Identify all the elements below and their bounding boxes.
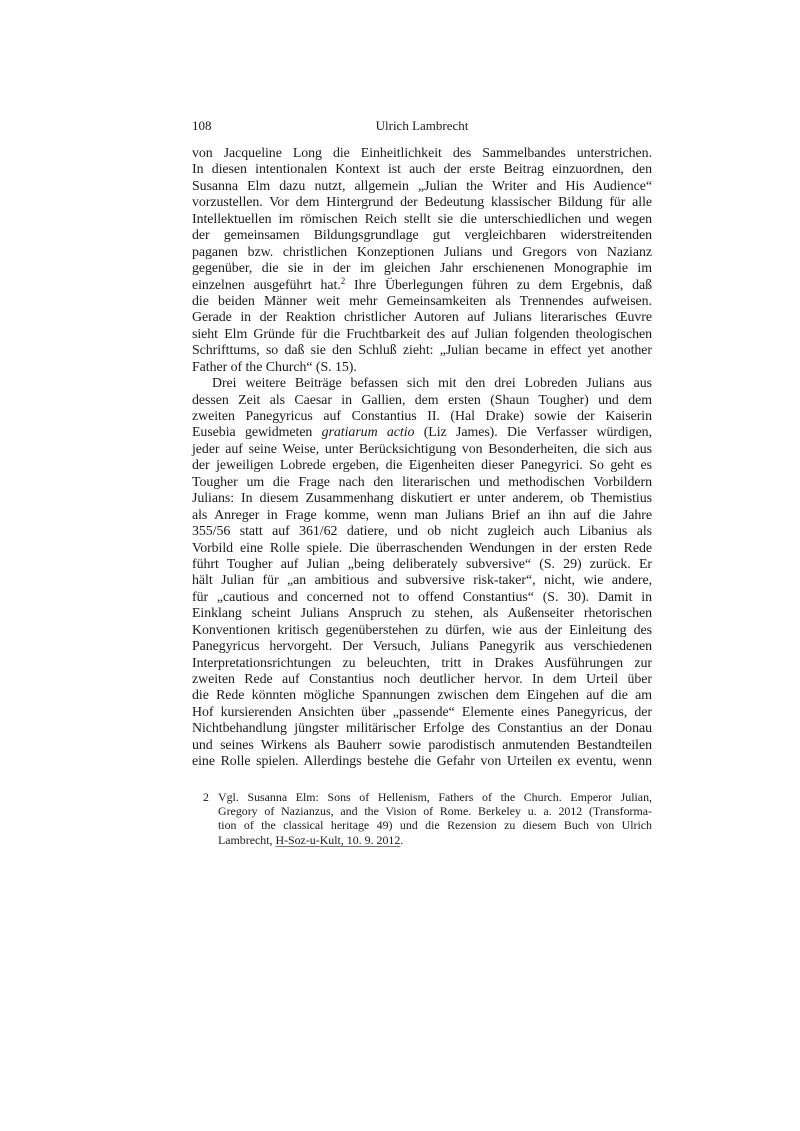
footnote-2 xyxy=(192,790,652,847)
footnote-line: tion of the classical heritage 49) und die Rezension zu diesem Buch von Ulrich xyxy=(218,818,652,833)
footnote-body xyxy=(218,790,652,847)
footnote-reference[interactable]: 2 xyxy=(340,275,346,286)
text-line: Drei weitere Beiträge befassen sich mit den drei Lobreden Julians aus xyxy=(212,376,652,392)
text-line: Interpretationsrichtungen zu beleuchten, tritt in Drakes Ausführungen zur xyxy=(192,655,652,671)
footnote-line: Vgl. Susanna Elm: Sons of Hellenism, Fathers of the Church. Emperor Julian, xyxy=(218,790,652,804)
text-line: hält Julian für „an ambitious and subversive risk-taker“, nicht, wie andere, xyxy=(192,573,652,589)
paragraph-2 xyxy=(192,376,652,771)
text-line: Nichtbehandlung jüngster militärischer Erfolge des Constantius an der Donau xyxy=(192,721,652,737)
text-line: Julians: In diesem Zusammenhang diskutiert er unter anderem, ob Themistius xyxy=(192,491,652,507)
text-line: Panegyricus hervorgeht. Der Versuch, Julians Panegyrik aus verschiedenen xyxy=(192,639,652,655)
text-segment: (Liz James). Die Verfasser würdigen, xyxy=(414,425,652,441)
text-line: paganen bzw. christlichen Konzeptionen Julians und Gregors von Nazianz xyxy=(192,244,652,260)
text-line: vorzustellen. Vor dem Hintergrund der Bedeutung klassischer Bildung für alle xyxy=(192,195,652,211)
text-line: führt Tougher auf Julian „being deliberately subversive“ (S. 29) zurück. Er xyxy=(192,556,652,572)
text-line: Konventionen kritisch gegenüberstehen zu dürfen, wie aus der Einleitung des xyxy=(192,622,652,638)
text-line: der gemeinsamen Bildungsgrundlage gut vergleichbaren widerstreitenden xyxy=(192,228,652,244)
text-line: Susanna Elm dazu nutzt, allgemein „Julian the Writer and His Audience“ xyxy=(192,178,652,194)
running-head: Ulrich Lambrecht xyxy=(375,118,469,133)
text-line: Einklang scheint Julians Anspruch zu stehen, als Außenseiter rhetorischen xyxy=(192,606,652,622)
text-line: Vorbild eine Rolle spiele. Die überraschenden Wendungen in der ersten Rede xyxy=(192,540,652,556)
text-line: 355/56 statt auf 361/62 datiere, und ob nicht zugleich auch Libanius als xyxy=(192,524,652,540)
footnote-number: 2 xyxy=(203,790,209,804)
text-line: Intellektuellen im römischen Reich stellt sie die unterschiedlichen und wegen xyxy=(192,211,652,227)
text-line: Tougher um die Frage nach den literarischen und methodischen Vorbildern xyxy=(192,474,652,490)
page-header xyxy=(192,118,652,136)
text-line: zweiten Panegyricus auf Constantius II. (Hal Drake) sowie der Kaiserin xyxy=(192,409,652,424)
text-line-with-footnote xyxy=(192,275,652,294)
text-line: zweiten Rede auf Constantius noch deutlicher hervor. In dem Urteil über xyxy=(192,672,652,687)
text-segment: einzelnen ausgeführt hat. xyxy=(192,277,341,293)
text-line: Father of the Church“ (S. 15). xyxy=(192,359,357,375)
italic-term: gratiarum actio xyxy=(321,425,415,441)
text-line: Hof kursierenden Ansichten über „passende“ Elemente eines Panegyricus, der xyxy=(192,704,652,720)
text-line: gegenüber, die sie in der im gleichen Jahr erschienenen Monographie im xyxy=(192,261,652,277)
text-segment: . xyxy=(400,832,404,847)
text-line: und seines Wirkens als Bauherr sowie parodistisch anmutenden Bestandteilen xyxy=(192,737,652,753)
text-segment: Lambrecht, xyxy=(218,832,276,847)
text-line: jeder auf seine Weise, unter Berücksichtigung von Besonderheiten, die sich aus xyxy=(192,441,652,457)
text-line: die Rede könnten mögliche Spannungen zwischen dem Eingehen auf die am xyxy=(192,688,652,704)
paragraph-1 xyxy=(192,146,652,376)
text-line-with-italic xyxy=(192,425,652,441)
footnote-line: Gregory of Nazianzus, and the Vision of Rome. Berkeley u. a. 2012 (Transforma- xyxy=(218,804,652,819)
text-segment: Ihre Überlegungen führen zu dem Ergebnis, daß xyxy=(345,277,652,293)
text-line: eine Rolle spielen. Allerdings bestehe die Gefahr von Urteilen ex eventu, wenn xyxy=(192,754,652,770)
text-line: dessen Zeit als Caesar in Gallien, dem ersten (Shaun Tougher) und dem xyxy=(192,392,652,408)
text-line: In diesen intentionalen Kontext ist auch der erste Beitrag einzuordnen, den xyxy=(192,162,652,178)
text-line: für „cautious and concerned not to offend Constantius“ (S. 30). Damit in xyxy=(192,589,652,605)
footnote-line xyxy=(218,833,652,847)
text-line: Gerade in der Reaktion christlicher Autoren auf Julians literarisches Œuvre xyxy=(192,310,652,326)
main-text xyxy=(192,146,652,771)
page-number: 108 xyxy=(192,118,212,133)
text-line: von Jacqueline Long die Einheitlichkeit des Sammelbandes unterstrichen. xyxy=(192,146,652,161)
text-line: sieht Elm Gründe für die Fruchtbarkeit des auf Julian folgenden theologischen xyxy=(192,326,652,342)
text-line: als Anreger in Frage komme, wenn man Julians Brief an ihn auf die Jahre xyxy=(192,507,652,523)
text-line: der jeweiligen Lobrede ergeben, die Eigenheiten dieser Panegyrici. So geht es xyxy=(192,458,652,474)
text-line: Schrifttums, so daß sie den Schluß zieht: „Julian became in effect yet another xyxy=(192,343,652,359)
text-line: die beiden Männer weit mehr Gemeinsamkeiten als Trennendes aufweisen. xyxy=(192,293,652,309)
review-link[interactable]: H-Soz-u-Kult, 10. 9. 2012 xyxy=(275,832,401,847)
text-segment: Eusebia gewidmeten xyxy=(192,425,322,441)
